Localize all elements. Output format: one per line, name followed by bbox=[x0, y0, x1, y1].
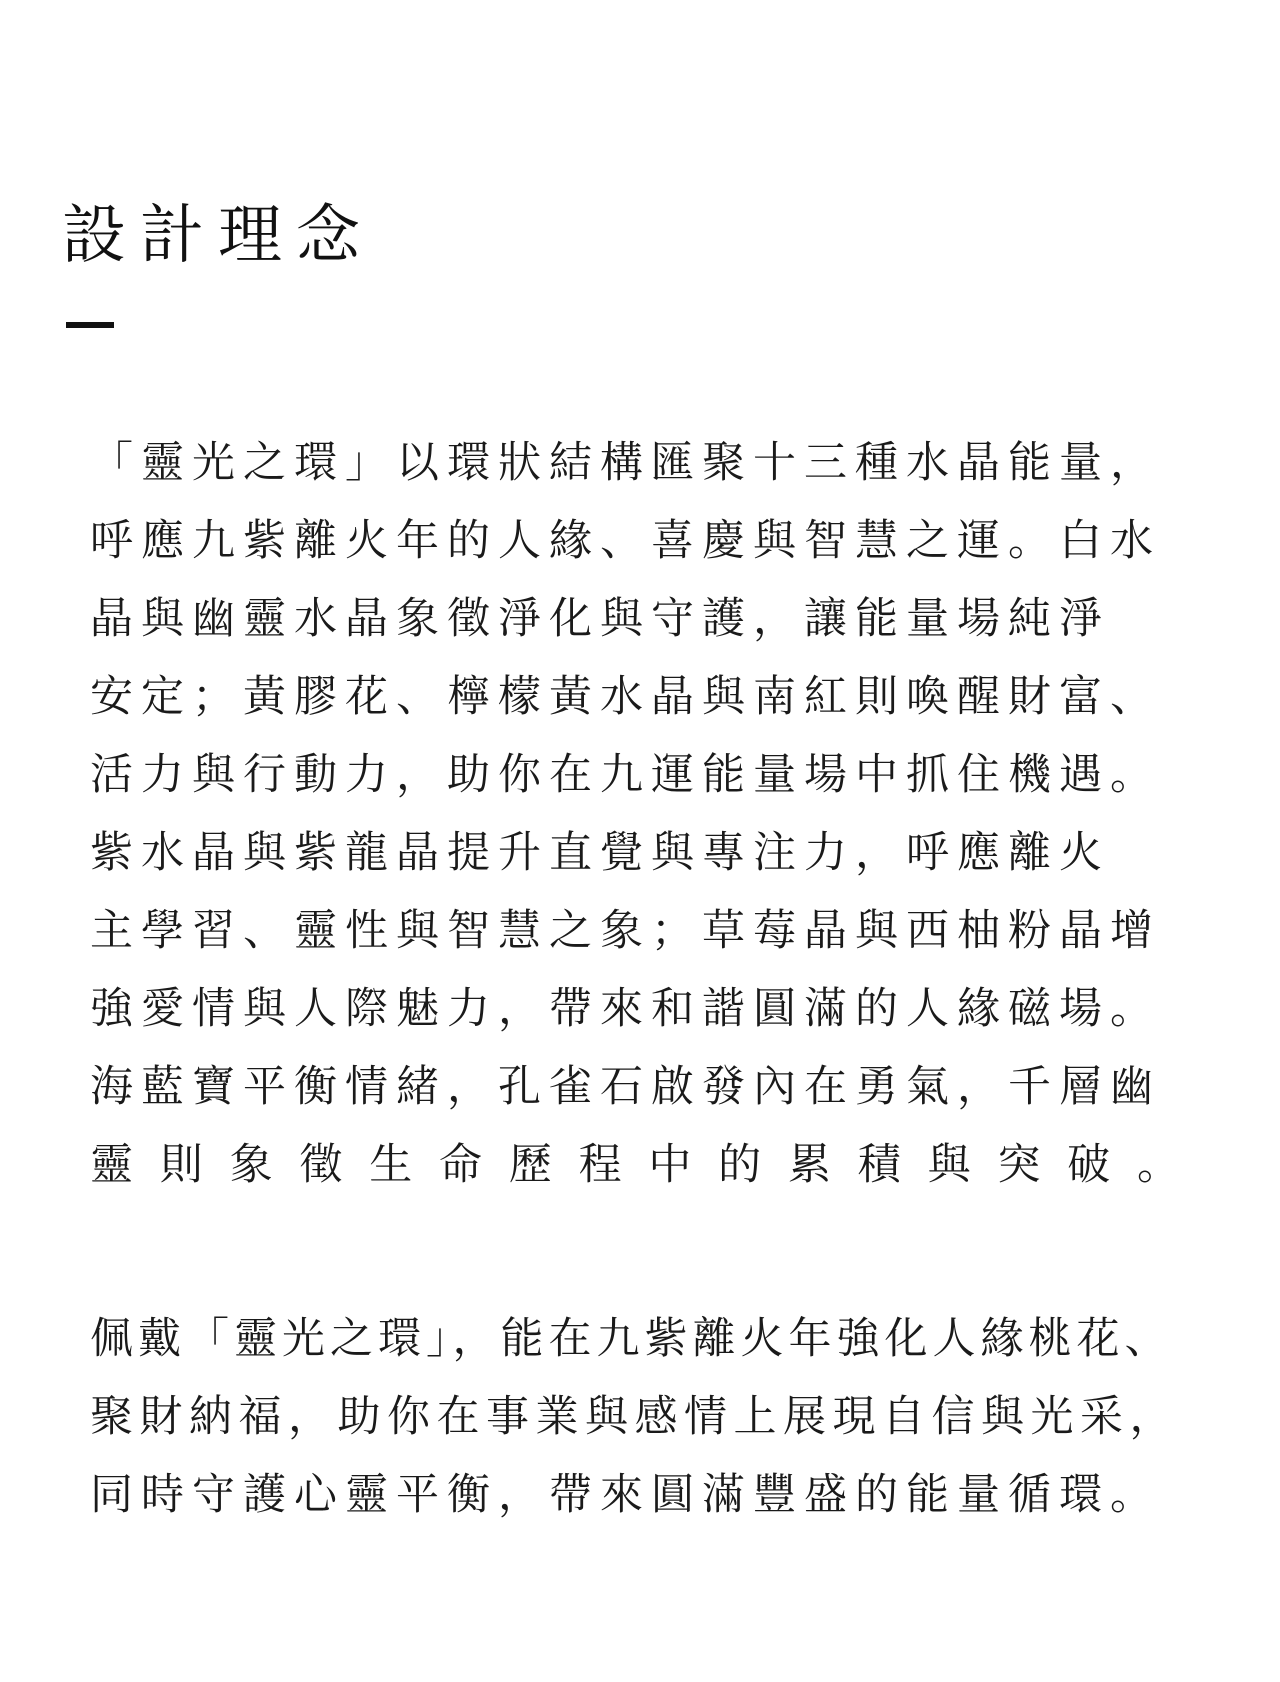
justified-char: 中 bbox=[648, 1140, 692, 1190]
heading-underline bbox=[66, 322, 114, 328]
justified-char: 突 bbox=[997, 1140, 1041, 1190]
paragraph-line: 聚財納福，助你在事業與感情上展現自信與光采， bbox=[90, 1392, 1179, 1442]
section-heading: 設計理念 bbox=[62, 199, 374, 273]
paragraph-line: 活力與行動力，助你在九運能量場中抓住機遇。 bbox=[90, 750, 1161, 800]
justified-char: 象 bbox=[229, 1140, 273, 1190]
justified-char: 命 bbox=[438, 1140, 482, 1190]
justified-char: 程 bbox=[578, 1140, 622, 1190]
paragraph-line-last bbox=[90, 1126, 1180, 1204]
justified-char: 積 bbox=[857, 1140, 901, 1190]
paragraph-line: 安定；黃膠花、檸檬黃水晶與南紅則喚醒財富、 bbox=[90, 672, 1161, 722]
wearing-paragraph bbox=[90, 1300, 1180, 1534]
paragraph-line: 海藍寶平衡情緒，孔雀石啟發內在勇氣，千層幽 bbox=[90, 1062, 1161, 1112]
paragraph-line: 強愛情與人際魅力，帶來和諧圓滿的人緣磁場。 bbox=[90, 984, 1161, 1034]
justified-char: 生 bbox=[369, 1140, 413, 1190]
justified-char: 則 bbox=[159, 1140, 203, 1190]
justified-char: 。 bbox=[1136, 1140, 1180, 1190]
paragraph-line: 晶與幽靈水晶象徵淨化與守護，讓能量場純淨 bbox=[90, 594, 1110, 644]
justified-char: 徵 bbox=[299, 1140, 343, 1190]
paragraph-line: 同時守護心靈平衡，帶來圓滿豐盛的能量循環。 bbox=[90, 1470, 1161, 1520]
justified-char: 破 bbox=[1067, 1140, 1111, 1190]
paragraph-line: 主學習、靈性與智慧之象；草莓晶與西柚粉晶增 bbox=[90, 906, 1161, 956]
justified-char: 與 bbox=[927, 1140, 971, 1190]
justified-char: 累 bbox=[787, 1140, 831, 1190]
paragraph-line: 紫水晶與紫龍晶提升直覺與專注力，呼應離火 bbox=[90, 828, 1110, 878]
paragraph-line: 呼應九紫離火年的人緣、喜慶與智慧之運。白水 bbox=[90, 516, 1161, 566]
justified-char: 歷 bbox=[508, 1140, 552, 1190]
paragraph-line: 佩戴「靈光之環」，能在九紫離火年強化人緣桃花、 bbox=[90, 1314, 1173, 1364]
justified-char: 的 bbox=[718, 1140, 762, 1190]
description-paragraph bbox=[90, 424, 1180, 1204]
justified-char: 靈 bbox=[90, 1140, 133, 1190]
paragraph-line: 「靈光之環」以環狀結構匯聚十三種水晶能量， bbox=[90, 438, 1161, 488]
